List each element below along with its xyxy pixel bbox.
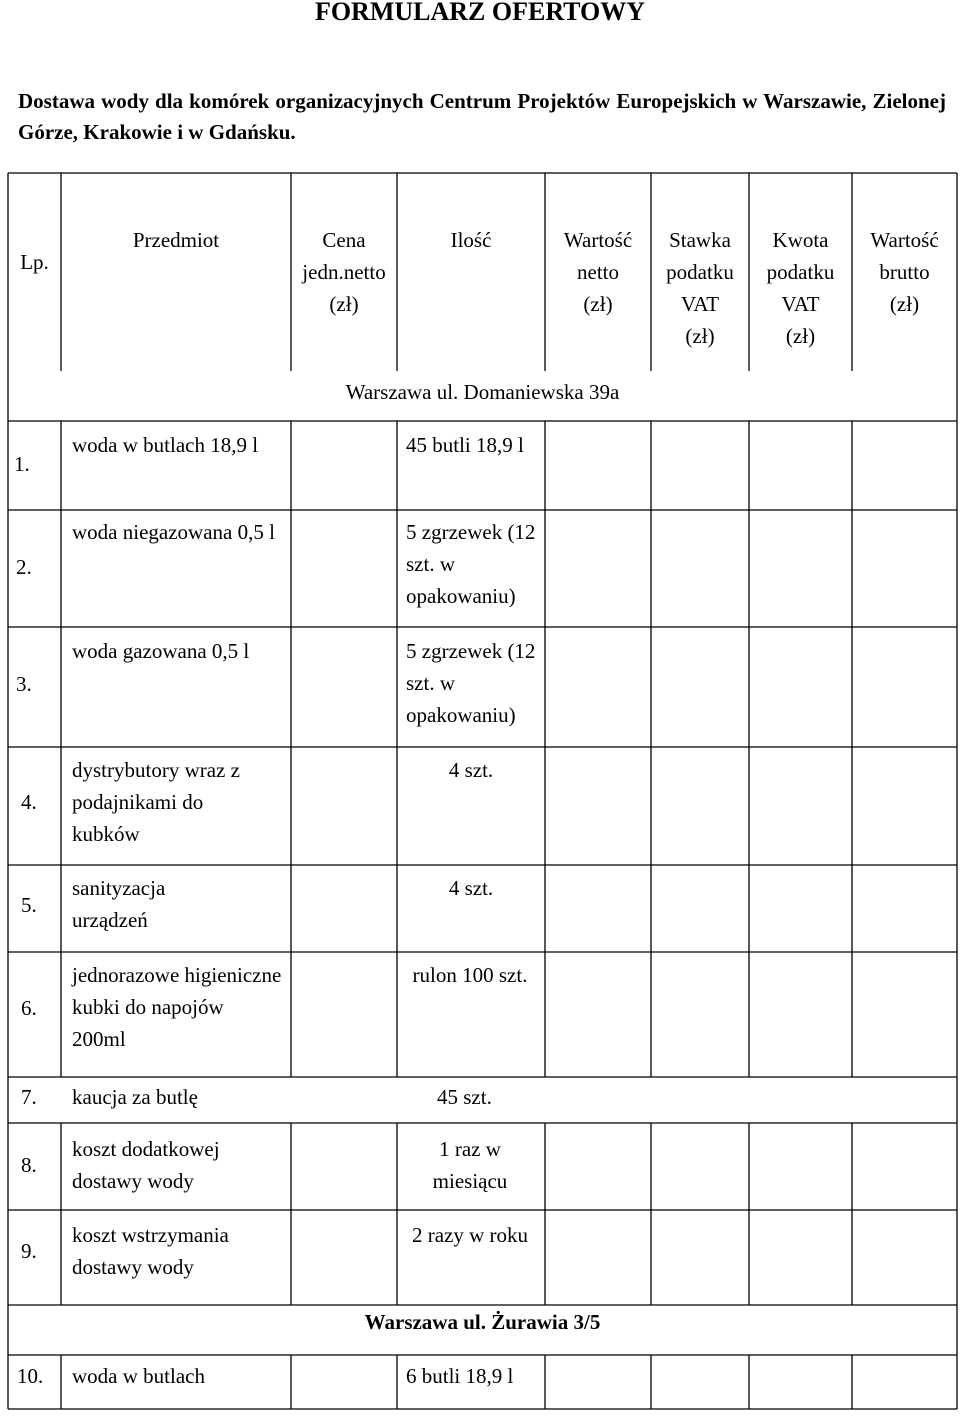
row-item: woda w butlach 18,9 l	[72, 433, 259, 457]
row-item: woda niegazowana 0,5 l	[72, 520, 275, 544]
location-heading: Warszawa ul. Żurawia 3/5	[364, 1310, 601, 1334]
row-item: woda gazowana 0,5 l	[72, 639, 250, 663]
header-wartosc-netto: Wartość netto (zł)	[563, 228, 633, 316]
row-qty: 2 razy w roku	[411, 1223, 529, 1247]
header-kwota-vat: Kwota podatku VAT (zł)	[766, 228, 835, 348]
row-qty: 5 zgrzewek (12 szt. w opakowaniu)	[406, 639, 536, 727]
row-lp: 2.	[16, 555, 32, 579]
row-qty: rulon 100 szt.	[412, 963, 528, 987]
header-cena: Cena jedn.netto (zł)	[302, 228, 386, 316]
row-qty: 5 zgrzewek (12 szt. w opakowaniu)	[406, 520, 536, 608]
row-item: koszt wstrzymania dostawy wody	[72, 1223, 229, 1279]
row-lp: 5.	[21, 893, 37, 917]
row-qty: 45 szt.	[437, 1085, 492, 1109]
page-title: FORMULARZ OFERTOWY	[314, 0, 646, 26]
row-item: sanityzacja urządzeń	[72, 876, 166, 932]
row-qty: 4 szt.	[448, 758, 494, 782]
row-lp: 3.	[16, 672, 32, 696]
document-subtitle: Dostawa wody dla komórek organizacyjnych Centrum Projektów Europejskich w Warszawie, Zielonej Górze, Krakowie i w Gdańsku.	[18, 89, 946, 144]
header-wartosc-brutto: Wartość brutto (zł)	[870, 228, 939, 316]
header-przedmiot: Przedmiot	[132, 228, 220, 252]
header-stawka-vat: Stawka podatku VAT (zł)	[666, 228, 734, 348]
row-lp: 8.	[21, 1153, 37, 1177]
row-qty: 45 butli 18,9 l	[406, 433, 524, 457]
row-item: koszt dodatkowej dostawy wody	[72, 1137, 220, 1193]
row-lp: 7.	[21, 1085, 37, 1109]
row-qty: 4 szt.	[448, 876, 494, 900]
row-qty: 6 butli 18,9 l	[406, 1364, 514, 1388]
row-qty: 1 raz w miesiącu	[432, 1137, 508, 1193]
header-lp: Lp.	[20, 250, 49, 274]
row-item: kaucja za butlę	[72, 1085, 198, 1109]
row-lp: 9.	[21, 1239, 37, 1263]
header-ilosc: Ilość	[450, 228, 492, 252]
row-lp: 4.	[21, 790, 37, 814]
row-lp: 10.	[17, 1364, 44, 1388]
row-lp: 1.	[14, 452, 30, 476]
location-heading: Warszawa ul. Domaniewska 39a	[345, 380, 620, 404]
row-lp: 6.	[21, 996, 37, 1020]
row-item: dystrybutory wraz z podajnikami do kubków	[72, 758, 240, 846]
row-item: jednorazowe higieniczne kubki do napojów 200ml	[72, 963, 282, 1051]
row-item: woda w butlach	[72, 1364, 205, 1388]
